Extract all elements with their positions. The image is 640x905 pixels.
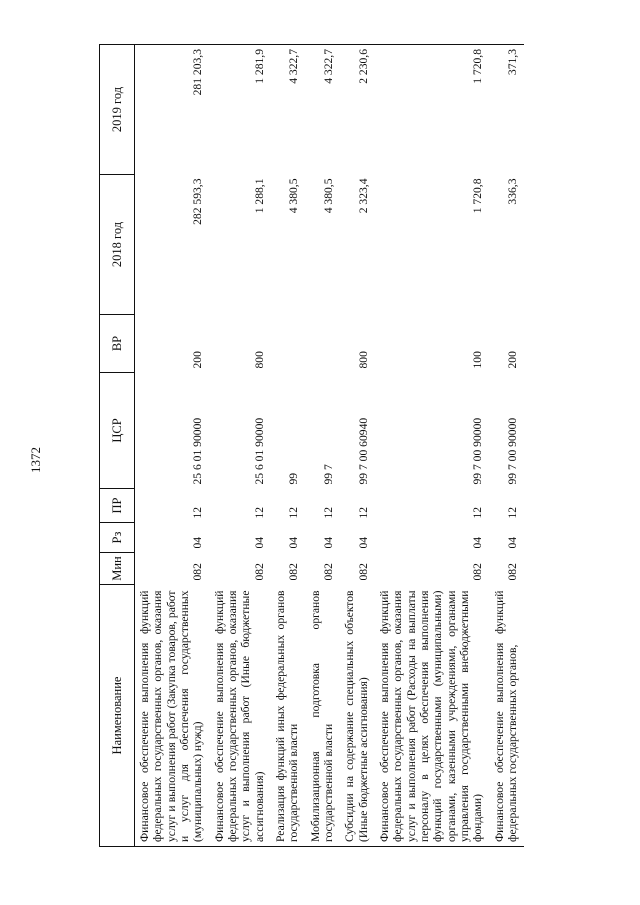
row-csr: 99 7 00 90000 bbox=[505, 417, 519, 485]
table-row bbox=[210, 45, 271, 847]
row-rz: 04 bbox=[252, 536, 266, 549]
row-rz: 04 bbox=[287, 536, 301, 549]
row-2019: 1 281,9 bbox=[210, 45, 271, 175]
rotated-page-content bbox=[99, 45, 610, 847]
row-csr: 25 6 01 90000 bbox=[252, 417, 266, 485]
row-csr: 25 6 01 90000 bbox=[191, 417, 205, 485]
row-pr: 12 bbox=[471, 506, 485, 519]
row-2019: 4 322,7 bbox=[306, 45, 341, 175]
row-rz: 04 bbox=[505, 536, 519, 549]
row-csr: 99 7 00 60940 bbox=[356, 417, 370, 485]
row-vr: 200 bbox=[191, 351, 205, 369]
row-min: 082 bbox=[191, 563, 205, 581]
row-min: 082 bbox=[505, 563, 519, 581]
row-2018: 4 380,5 bbox=[287, 178, 301, 214]
row-pr: 12 bbox=[252, 506, 266, 519]
row-rz: 04 bbox=[321, 536, 335, 549]
row-pr: 12 bbox=[287, 506, 301, 519]
header-csr: ЦСР bbox=[100, 373, 135, 489]
row-vr: 100 bbox=[471, 351, 485, 369]
row-name: Мобилизационная подготовка органов государственной власти bbox=[306, 585, 341, 847]
row-pr: 12 bbox=[191, 506, 205, 519]
header-rz: Рз bbox=[100, 523, 135, 553]
row-csr: 99 7 00 90000 bbox=[471, 417, 485, 485]
row-name: Реализация функций иных федеральных органов государственной власти bbox=[271, 585, 306, 847]
header-2018: 2018 год bbox=[100, 175, 135, 315]
row-2018: 4 380,5 bbox=[321, 178, 335, 214]
row-min: 082 bbox=[356, 563, 370, 581]
row-rz: 04 bbox=[191, 536, 205, 549]
row-csr: 99 bbox=[287, 472, 301, 485]
row-2019: 4 322,7 bbox=[271, 45, 306, 175]
table-row bbox=[135, 45, 210, 847]
row-name: Финансовое обеспечение выполнения функций федеральных государственных органов, bbox=[490, 585, 525, 847]
row-pr: 12 bbox=[505, 506, 519, 519]
page-number: 1372 bbox=[28, 447, 43, 473]
row-2019: 2 230,6 bbox=[340, 45, 375, 175]
table-row bbox=[306, 45, 341, 847]
row-min: 082 bbox=[252, 563, 266, 581]
budget-table bbox=[99, 44, 524, 847]
row-name: Финансовое обеспечение выполнения функций федеральных государственных органов, оказания услуг и выполнения работ (Закупка товаров, работ и услуг для обеспечения государственных (муниципальных) нужд) bbox=[135, 585, 210, 847]
row-min: 082 bbox=[471, 563, 485, 581]
table-header bbox=[100, 45, 135, 847]
row-2018: 282 593,3 bbox=[191, 178, 205, 225]
row-pr: 12 bbox=[321, 506, 335, 519]
row-vr bbox=[271, 315, 306, 373]
row-min: 082 bbox=[321, 563, 335, 581]
table-row bbox=[490, 45, 525, 847]
row-csr: 99 7 bbox=[321, 464, 335, 485]
header-min: Мин bbox=[100, 553, 135, 585]
header-pr: ПР bbox=[100, 489, 135, 523]
row-2018: 1 288,1 bbox=[252, 178, 266, 214]
header-vr: ВР bbox=[100, 315, 135, 373]
row-vr: 800 bbox=[252, 351, 266, 369]
row-2019: 1 720,8 bbox=[375, 45, 490, 175]
row-2018: 1 720,8 bbox=[471, 178, 485, 214]
row-vr bbox=[306, 315, 341, 373]
row-2018: 336,3 bbox=[505, 178, 519, 205]
header-name: Наименование bbox=[100, 585, 135, 847]
row-pr: 12 bbox=[356, 506, 370, 519]
row-vr: 800 bbox=[356, 351, 370, 369]
row-name: Субсидии на содержание специальных объектов (Иные бюджетные ассигнования) bbox=[340, 585, 375, 847]
row-name: Финансовое обеспечение выполнения функций федеральных государственных органов, оказания услуг и выполнения работ (Расходы на выплаты персоналу в целях обеспечения выполнения функций государственными (муниципальными) органами, казенными учреждениями, органами управления государственными внебюджетными фондами) bbox=[375, 585, 490, 847]
row-name: Финансовое обеспечение выполнения функций федеральных государственных органов, оказания услуг и выполнения работ (Иные бюджетные ассигнования) bbox=[210, 585, 271, 847]
row-rz: 04 bbox=[356, 536, 370, 549]
table-row bbox=[340, 45, 375, 847]
table-row bbox=[375, 45, 490, 847]
header-2019: 2019 год bbox=[100, 45, 135, 175]
row-rz: 04 bbox=[471, 536, 485, 549]
row-2019: 281 203,3 bbox=[135, 45, 210, 175]
row-2018: 2 323,4 bbox=[356, 178, 370, 214]
row-vr: 200 bbox=[505, 351, 519, 369]
table-row bbox=[271, 45, 306, 847]
row-min: 082 bbox=[287, 563, 301, 581]
row-2019: 371,3 bbox=[490, 45, 525, 175]
